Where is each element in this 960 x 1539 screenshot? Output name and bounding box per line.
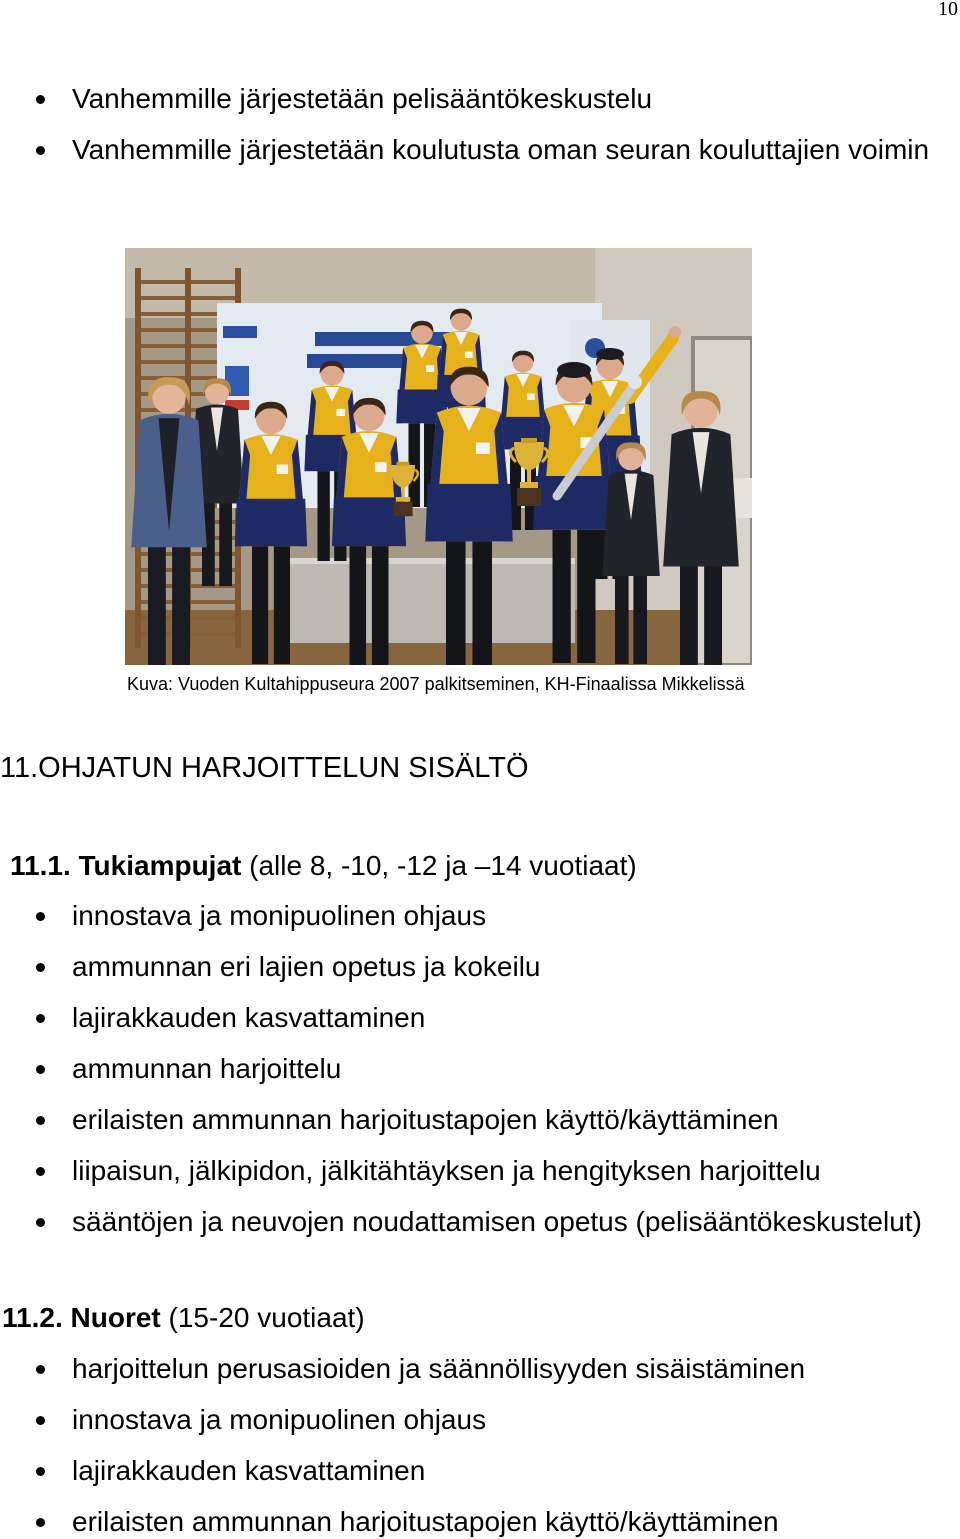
list-item [0, 1105, 960, 1135]
list-item [0, 1354, 960, 1384]
list-item-text: lajirakkauden kasvattaminen [72, 1455, 426, 1486]
subsection-age-range: (15-20 vuotiaat) [168, 1302, 365, 1333]
list-item [0, 135, 960, 165]
list-item [0, 1405, 960, 1435]
bullet-icon [36, 1218, 45, 1227]
bullet-icon [36, 1365, 45, 1374]
subsection-number: 11.2. [2, 1302, 63, 1333]
bullet-icon [36, 1116, 45, 1125]
page-number: 10 [938, 0, 958, 20]
bullet-icon [36, 1416, 45, 1425]
award-ceremony-photo-image [125, 248, 752, 665]
list-item [0, 1456, 960, 1486]
list-item [0, 1156, 960, 1186]
list-item [0, 84, 960, 114]
list-item-text: ammunnan harjoittelu [72, 1053, 342, 1084]
subsection-age-range: (alle 8, -10, -12 ja –14 vuotiaat) [249, 850, 637, 881]
list-item [0, 1507, 960, 1537]
list-item-text: Vanhemmille järjestetään koulutusta oman seuran kouluttajien voimin [72, 134, 930, 165]
list-item [0, 901, 960, 931]
list-item-text: erilaisten ammunnan harjoitustapojen käyttö/käyttäminen [72, 1104, 779, 1135]
list-item [0, 1207, 960, 1237]
subsection-heading-nuoret [2, 1303, 365, 1333]
bullet-icon [36, 1014, 45, 1023]
bullet-icon [36, 1467, 45, 1476]
list-item [0, 1054, 960, 1084]
bullet-icon [36, 146, 45, 155]
bullet-icon [36, 1167, 45, 1176]
list-item-text: erilaisten ammunnan harjoitustapojen käyttö/käyttäminen [72, 1506, 779, 1537]
list-item-text: innostava ja monipuolinen ohjaus [72, 900, 487, 931]
photo-caption: Kuva: Vuoden Kultahippuseura 2007 palkitseminen, KH-Finaalissa Mikkelissä [127, 674, 745, 694]
subsection-title: Nuoret [70, 1302, 161, 1333]
list-item-text: Vanhemmille järjestetään pelisääntökeskustelu [72, 83, 653, 114]
award-ceremony-photo [125, 248, 752, 665]
list-item-text: sääntöjen ja neuvojen noudattamisen opetus (pelisääntökeskustelut) [72, 1206, 922, 1237]
bullet-icon [36, 912, 45, 921]
subsection-number: 11.1. [10, 850, 71, 881]
list-item-text: lajirakkauden kasvattaminen [72, 1002, 426, 1033]
section-heading: 11.OHJATUN HARJOITTELUN SISÄLTÖ [0, 752, 529, 784]
bullet-icon [36, 1065, 45, 1074]
bullet-icon [36, 1518, 45, 1527]
bullet-icon [36, 963, 45, 972]
bullet-icon [36, 95, 45, 104]
list-item-text: ammunnan eri lajien opetus ja kokeilu [72, 951, 541, 982]
photo-podium [275, 558, 575, 643]
list-item [0, 952, 960, 982]
list-item [0, 1003, 960, 1033]
tukiampujat-content-list [0, 901, 960, 1237]
subsection-heading-tukiampujat [10, 851, 637, 881]
list-item-text: innostava ja monipuolinen ohjaus [72, 1404, 487, 1435]
subsection-title: Tukiampujat [78, 850, 242, 881]
nuoret-content-list [0, 1354, 960, 1537]
list-item-text: liipaisun, jälkipidon, jälkitähtäyksen ja hengityksen harjoittelu [72, 1155, 821, 1186]
list-item-text: harjoittelun perusasioiden ja säännöllisyyden sisäistäminen [72, 1353, 806, 1384]
parent-activities-list [0, 84, 960, 165]
